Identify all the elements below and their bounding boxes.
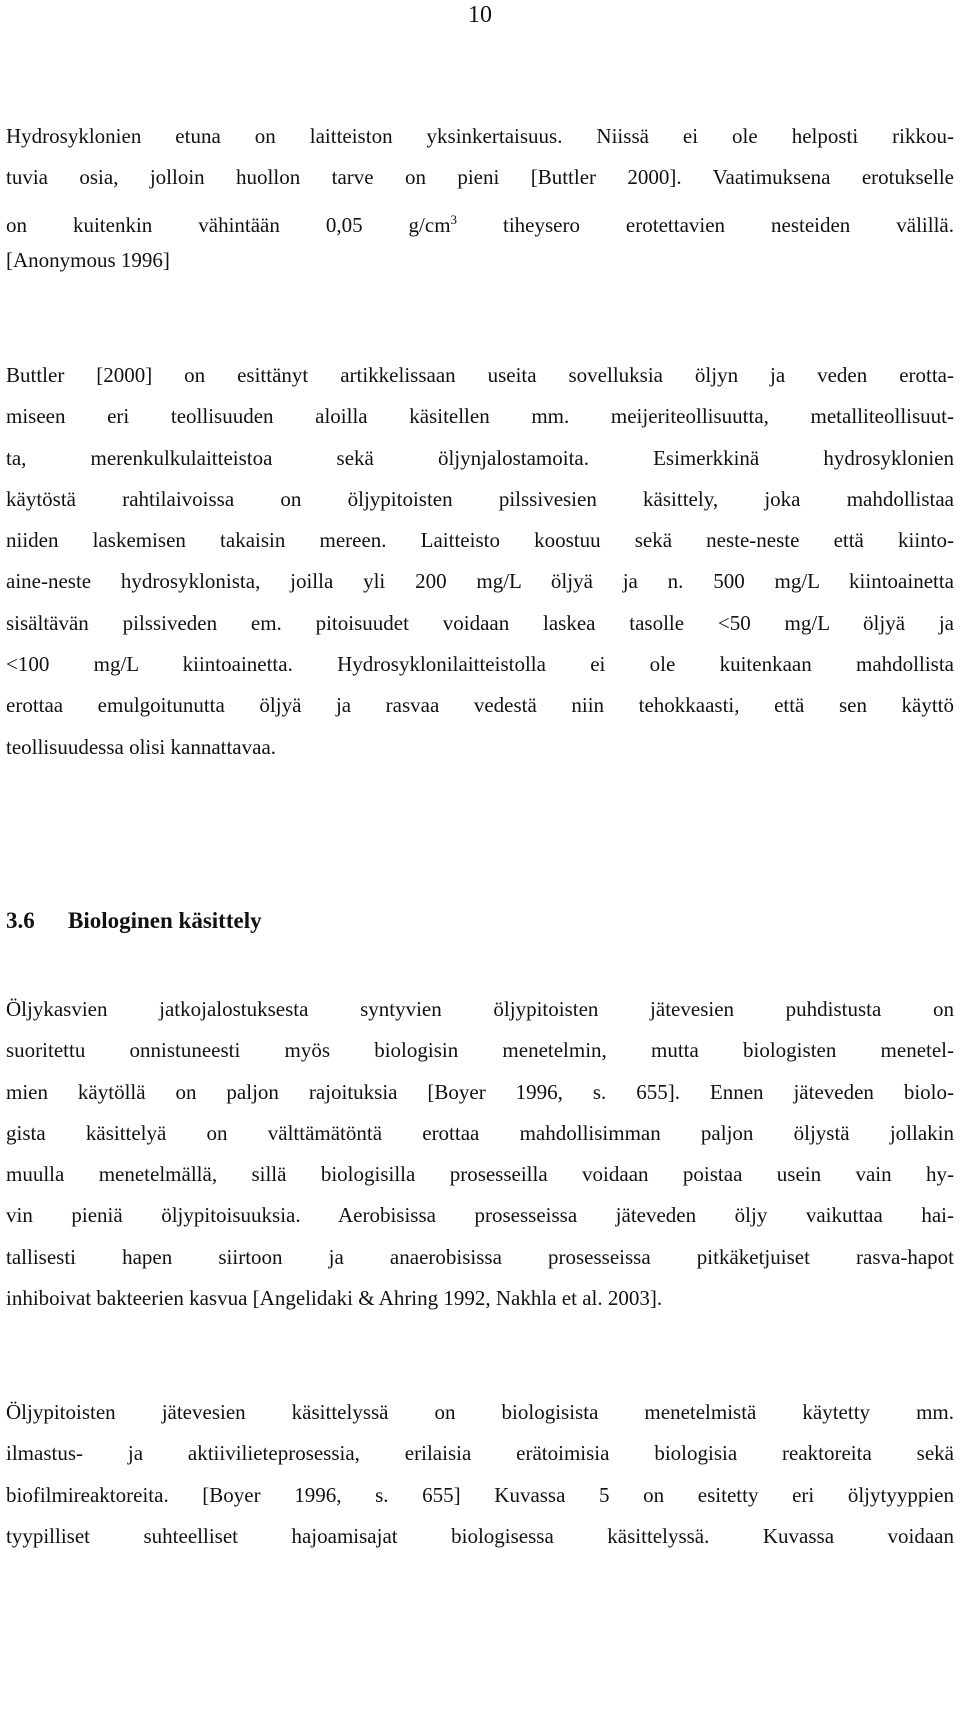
paragraph-biological-methods [6, 1392, 954, 1557]
text-line: niiden laskemisen takaisin mereen. Laitteisto koostuu sekä neste-neste että kiinto- [6, 528, 954, 553]
text-line: ilmastus- ja aktiivilieteprosessia, erilaisia erätoimisia biologisia reaktoreita sekä [6, 1441, 954, 1466]
text-line: miseen eri teollisuuden aloilla käsitellen mm. meijeriteollisuutta, metalliteollisuut- [6, 404, 954, 429]
text-line: [Anonymous 1996] [6, 247, 170, 272]
text-segment: tiheysero erotettavien nesteiden välillä. [457, 212, 954, 237]
paragraph-biological-treatment [6, 989, 954, 1319]
text-line: biofilmireaktoreita. [Boyer 1996, s. 655] Kuvassa 5 on esitetty eri öljytyyppien [6, 1482, 954, 1507]
text-line: ta, merenkulkulaitteistoa sekä öljynjalostamoita. Esimerkkinä hydrosyklonien [6, 445, 954, 470]
section-number: 3.6 [6, 908, 35, 933]
text-line: teollisuudessa olisi kannattavaa. [6, 734, 277, 759]
text-line: suoritettu onnistuneesti myös biologisin menetelmin, mutta biologisten menetel- [6, 1038, 954, 1063]
text-line: Öljykasvien jatkojalostuksesta syntyvien öljypitoisten jätevesien puhdistusta on [6, 997, 954, 1021]
text-line: inhiboivat bakteerien kasvua [Angelidaki & Ahring 1992, Nakhla et al. 2003]. [6, 1286, 663, 1311]
text-line: Buttler [2000] on esittänyt artikkelissaan useita sovelluksia öljyn ja veden erotta- [6, 363, 954, 387]
text-line: tuvia osia, jolloin huollon tarve on pieni [Buttler 2000]. Vaatimuksena erotukselle [6, 165, 954, 190]
text-line: sisältävän pilssiveden em. pitoisuudet voidaan laskea tasolle <50 mg/L öljyä ja [6, 610, 954, 635]
text-line: mien käytöllä on paljon rajoituksia [Boyer 1996, s. 655]. Ennen jäteveden biolo- [6, 1079, 954, 1104]
text-line: erottaa emulgoitunutta öljyä ja rasvaa vedestä niin tehokkaasti, että sen käyttö [6, 693, 954, 718]
text-line: tyypilliset suhteelliset hajoamisajat biologisessa käsittelyssä. Kuvassa voidaan [6, 1523, 954, 1548]
section-title: Biologinen käsittely [68, 908, 262, 933]
superscript: 3 [450, 211, 458, 227]
text-line: tallisesti hapen siirtoon ja anaerobisissa prosesseissa pitkäketjuiset rasva-hapot [6, 1244, 954, 1269]
text-line: Hydrosyklonien etuna on laitteiston yksinkertaisuus. Niissä ei ole helposti rikkou- [6, 124, 954, 148]
text-line-with-superscript [6, 199, 954, 240]
section-heading [6, 901, 262, 941]
page-number: 10 [468, 2, 492, 28]
text-line: gista käsittelyä on välttämätöntä erottaa mahdollisimman paljon öljystä jollakin [6, 1120, 954, 1145]
text-line: muulla menetelmällä, sillä biologisilla prosesseilla voidaan poistaa usein vain hy- [6, 1162, 954, 1187]
text-line: vin pieniä öljypitoisuuksia. Aerobisissa prosesseissa jäteveden öljy vaikuttaa hai- [6, 1203, 954, 1228]
text-line: Öljypitoisten jätevesien käsittelyssä on biologisista menetelmistä käytetty mm. [6, 1400, 954, 1424]
paragraph-buttler-applications [6, 355, 954, 768]
text-segment: on kuitenkin vähintään 0,05 g/cm [6, 212, 451, 237]
text-line: aine-neste hydrosyklonista, joilla yli 200 mg/L öljyä ja n. 500 mg/L kiintoainetta [6, 569, 954, 594]
paragraph-hydrocyclone-advantages [6, 116, 954, 281]
text-line: <100 mg/L kiintoainetta. Hydrosyklonilaitteistolla ei ole kuitenkaan mahdollista [6, 652, 954, 677]
text-line: käytöstä rahtilaivoissa on öljypitoisten pilssivesien käsittely, joka mahdollistaa [6, 486, 954, 511]
